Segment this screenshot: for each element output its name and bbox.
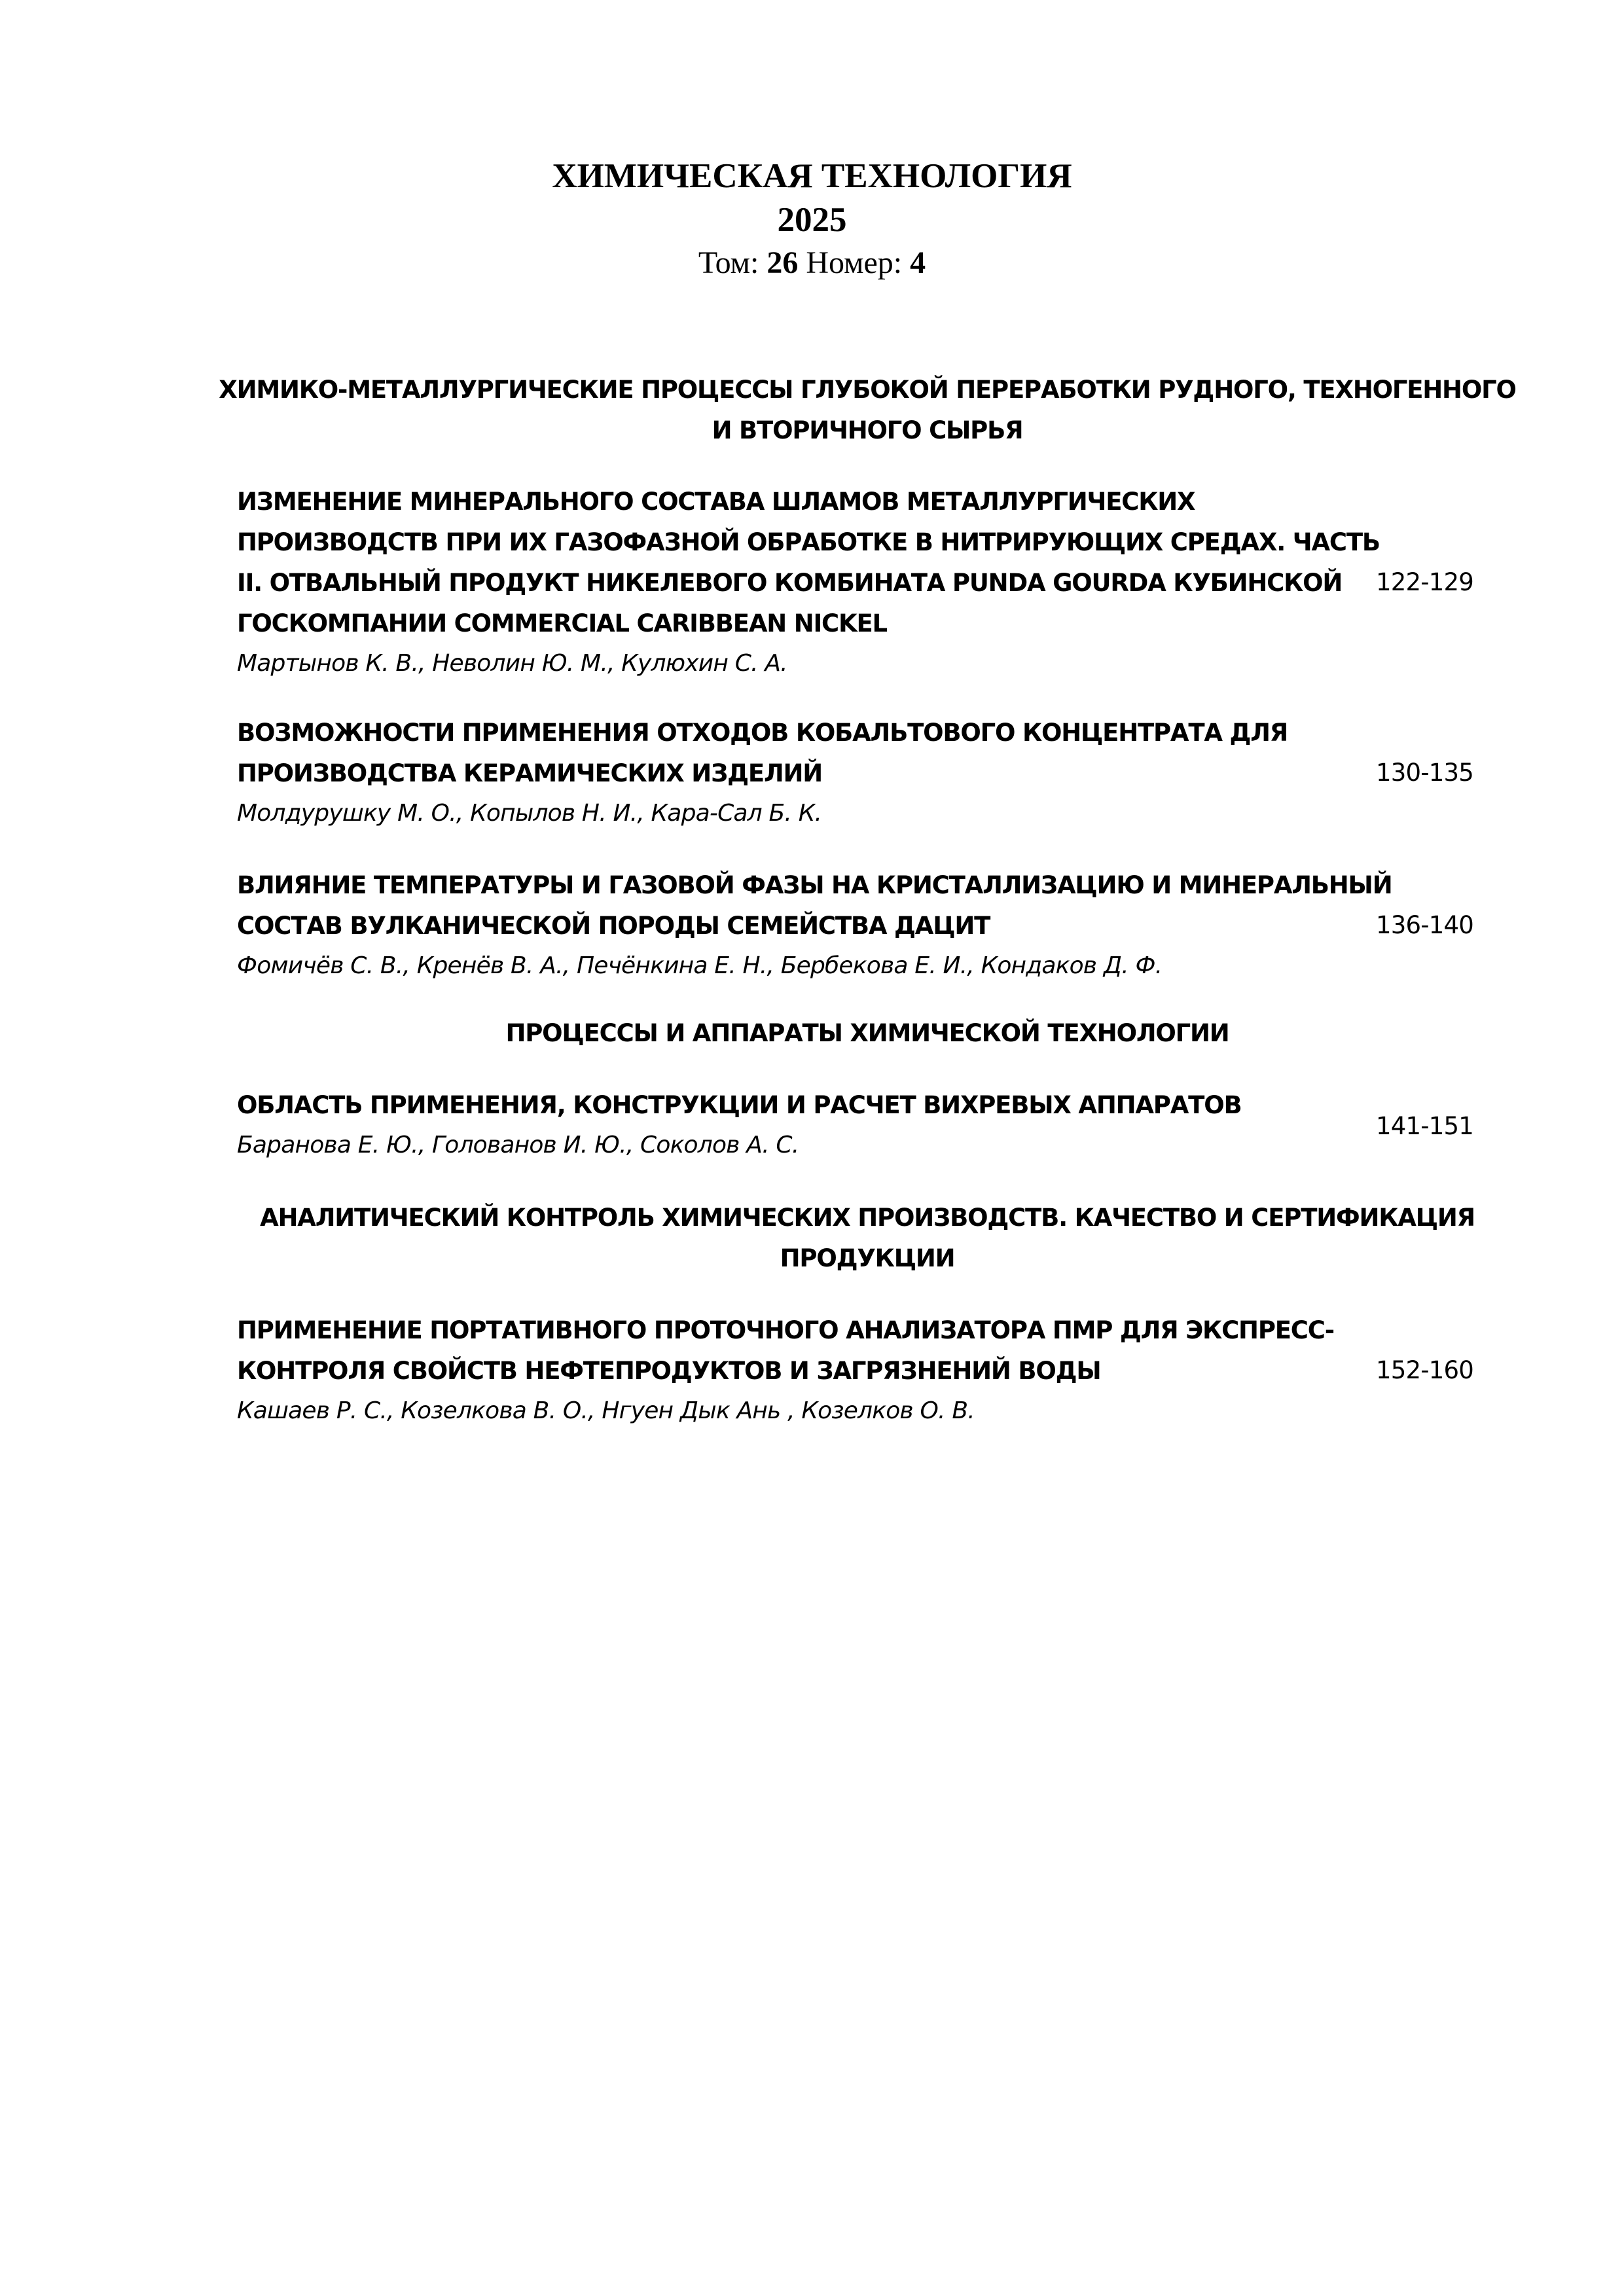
issue-label: Номер: (806, 245, 903, 280)
volume-label: Том: (698, 245, 759, 280)
journal-issue-line (0, 244, 1624, 282)
article-pages: 152-160 (1376, 1356, 1473, 1384)
article-title[interactable]: ИЗМЕНЕНИЕ МИНЕРАЛЬНОГО СОСТАВА ШЛАМОВ МЕТАЛЛУРГИЧЕСКИХ ПРОИЗВОДСТВ ПРИ ИХ ГАЗОФАЗНОЙ ОБРАБОТКЕ В НИТРИРУЮЩИХ СРЕДАХ. ЧАСТЬ II. ОТВАЛЬНЫЙ ПРОДУКТ НИКЕЛЕВОГО КОМБИНАТА PUNDA GOURDA КУБИНСКОЙ ГОСКОМПАНИИ COMMERCIAL CARIBBEAN NICKEL (237, 488, 1380, 637)
toc-entry[interactable] (237, 865, 1402, 986)
article-title[interactable]: ОБЛАСТЬ ПРИМЕНЕНИЯ, КОНСТРУКЦИИ И РАСЧЕТ ВИХРЕВЫХ АППАРАТОВ (237, 1091, 1242, 1119)
toc-entry[interactable] (237, 482, 1402, 683)
article-pages: 130-135 (1376, 759, 1473, 787)
toc-entry[interactable] (237, 1085, 1402, 1165)
toc-entry[interactable] (237, 713, 1402, 833)
section-heading: ПРОЦЕССЫ И АППАРАТЫ ХИМИЧЕСКОЙ ТЕХНОЛОГИИ (505, 1019, 1229, 1047)
issue-number: 4 (910, 245, 926, 280)
journal-title: ХИМИЧЕСКАЯ ТЕХНОЛОГИЯ (552, 157, 1072, 195)
toc-entry[interactable] (237, 1310, 1402, 1431)
article-authors: Фомичёв С. В., Кренёв В. А., Печёнкина Е. Н., Бербекова Е. И., Кондаков Д. Ф. (237, 952, 1163, 979)
journal-year: 2025 (777, 201, 847, 239)
article-title[interactable]: ВОЗМОЖНОСТИ ПРИМЕНЕНИЯ ОТХОДОВ КОБАЛЬТОВОГО КОНЦЕНТРАТА ДЛЯ ПРОИЗВОДСТВА КЕРАМИЧЕСКИХ ИЗДЕЛИЙ (237, 719, 1288, 787)
article-title[interactable]: ПРИМЕНЕНИЕ ПОРТАТИВНОГО ПРОТОЧНОГО АНАЛИЗАТОРА ПМР ДЛЯ ЭКСПРЕСС-КОНТРОЛЯ СВОЙСТВ НЕФТЕПРОДУКТОВ И ЗАГРЯЗНЕНИЙ ВОДЫ (237, 1316, 1334, 1385)
article-authors: Кашаев Р. С., Козелкова В. О., Нгуен Дык Ань , Козелков О. В. (237, 1397, 975, 1424)
article-pages: 136-140 (1376, 911, 1473, 939)
article-pages: 141-151 (1376, 1112, 1473, 1140)
article-authors: Баранова Е. Ю., Голованов И. Ю., Соколов А. С. (237, 1132, 799, 1158)
article-pages: 122-129 (1376, 568, 1473, 596)
section-heading: АНАЛИТИЧЕСКИЙ КОНТРОЛЬ ХИМИЧЕСКИХ ПРОИЗВОДСТВ. КАЧЕСТВО И СЕРТИФИКАЦИЯ ПРОДУКЦИИ (260, 1204, 1475, 1272)
article-title[interactable]: ВЛИЯНИЕ ТЕМПЕРАТУРЫ И ГАЗОВОЙ ФАЗЫ НА КРИСТАЛЛИЗАЦИЮ И МИНЕРАЛЬНЫЙ СОСТАВ ВУЛКАНИЧЕСКОЙ ПОРОДЫ СЕМЕЙСТВА ДАЦИТ (237, 871, 1392, 940)
section-heading: ХИМИКО-МЕТАЛЛУРГИЧЕСКИЕ ПРОЦЕССЫ ГЛУБОКОЙ ПЕРЕРАБОТКИ РУДНОГО, ТЕХНОГЕННОГО И ВТОРИЧНОГО СЫРЬЯ (219, 376, 1516, 444)
volume-number: 26 (767, 245, 799, 280)
article-authors: Мартынов К. В., Неволин Ю. М., Кулюхин С. А. (237, 650, 787, 677)
article-authors: Молдурушку М. О., Копылов Н. И., Кара-Сал Б. К. (237, 800, 822, 827)
